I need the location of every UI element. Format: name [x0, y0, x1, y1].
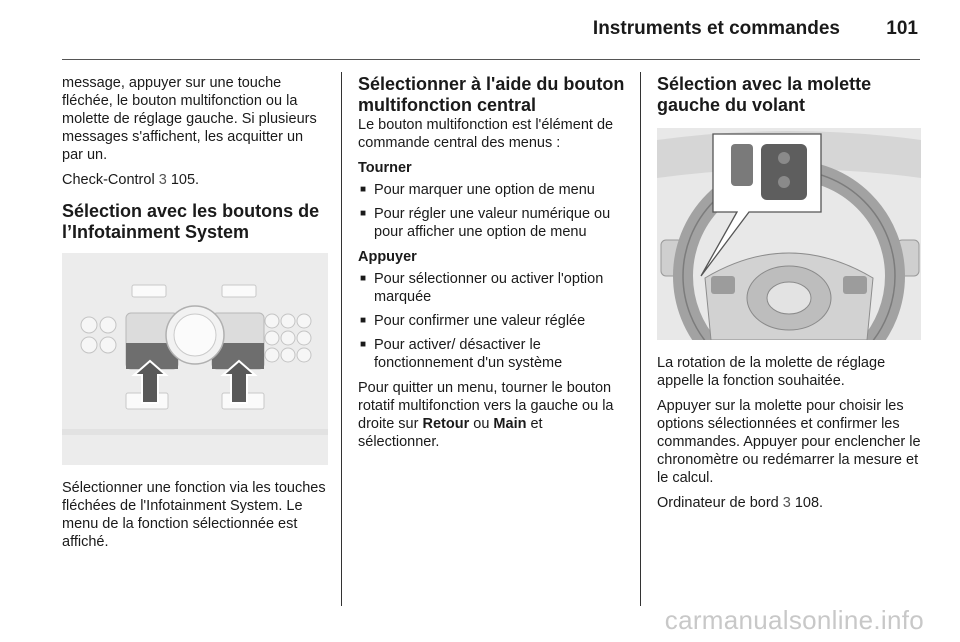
keyword-retour: Retour [422, 416, 470, 432]
steering-wheel-illustration [657, 128, 921, 340]
page-arrow-icon: 3 [782, 495, 791, 511]
action-label-turn: Tourner [358, 160, 412, 176]
infotainment-panel-illustration [62, 253, 328, 465]
cross-reference-page: 108. [794, 495, 824, 511]
page-arrow-icon: 3 [158, 172, 167, 188]
paragraph: Le bouton multifonction est l'élément de commande central des menus : [358, 117, 614, 151]
paragraph [358, 379, 628, 451]
list-item: ■ Pour régler une valeur numérique ou pour afficher une option de menu [358, 205, 628, 241]
section-heading: Sélectionner à l'aide du bouton multifonction central [358, 74, 625, 115]
action-label-press: Appuyer [358, 249, 417, 265]
press-list [358, 270, 628, 372]
cross-reference [657, 494, 921, 512]
header-rule [62, 59, 920, 60]
column-3 [657, 74, 921, 519]
exit-text: ou [473, 416, 490, 432]
cross-reference-page: 105. [170, 172, 200, 188]
column-1 [62, 74, 328, 558]
column-2 [358, 74, 628, 458]
cross-reference-text: Check-Control [62, 172, 155, 188]
cross-reference [62, 171, 328, 189]
list-item: ■ Pour marquer une option de menu [358, 181, 628, 199]
column-divider [640, 72, 641, 606]
infotainment-panel-icon [62, 253, 328, 465]
paragraph: message, appuyer sur une touche fléchée, le bouton multifonction ou la molette de réglage gauche. Si plusieurs messages s'affichent, les acquitter un par un. [62, 75, 317, 163]
list-item: ■ Pour sélectionner ou activer l'option marquée [358, 270, 628, 306]
list-item: ■ Pour confirmer une valeur réglée [358, 312, 628, 330]
list-item: ■ Pour activer/ désactiver le fonctionnement d'un système [358, 336, 628, 372]
turn-list [358, 181, 628, 241]
column-divider [341, 72, 342, 606]
exit-text: et sélectionner. [358, 416, 543, 450]
page-number: 101 [886, 18, 918, 39]
paragraph: Appuyer sur la molette pour choisir les options sélectionnées et confirmer les commandes. Appuyer pour enclencher le chronomètre ou redémarrer la mesure et le calcul. [657, 398, 921, 486]
watermark: carmanualsonline.info [664, 605, 924, 635]
cross-reference-text: Ordinateur de bord [657, 495, 779, 511]
page-header-title: Instruments et commandes [592, 18, 840, 39]
paragraph: La rotation de la molette de réglage appelle la fonction souhaitée. [657, 355, 886, 389]
keyword-main: Main [493, 416, 527, 432]
steering-wheel-icon [657, 128, 921, 340]
section-heading: Sélection avec la molette gauche du volant [657, 74, 872, 115]
section-heading: Sélection avec les boutons de l’Infotainment System [62, 201, 320, 242]
figure-caption: Sélectionner une fonction via les touches fléchées de l'Infotainment System. Le menu de la fonction sélectionnée est affiché. [62, 480, 326, 550]
exit-text: Pour quitter un menu, tourner le bouton rotatif multifonction vers la gauche ou la droite sur [358, 380, 614, 432]
